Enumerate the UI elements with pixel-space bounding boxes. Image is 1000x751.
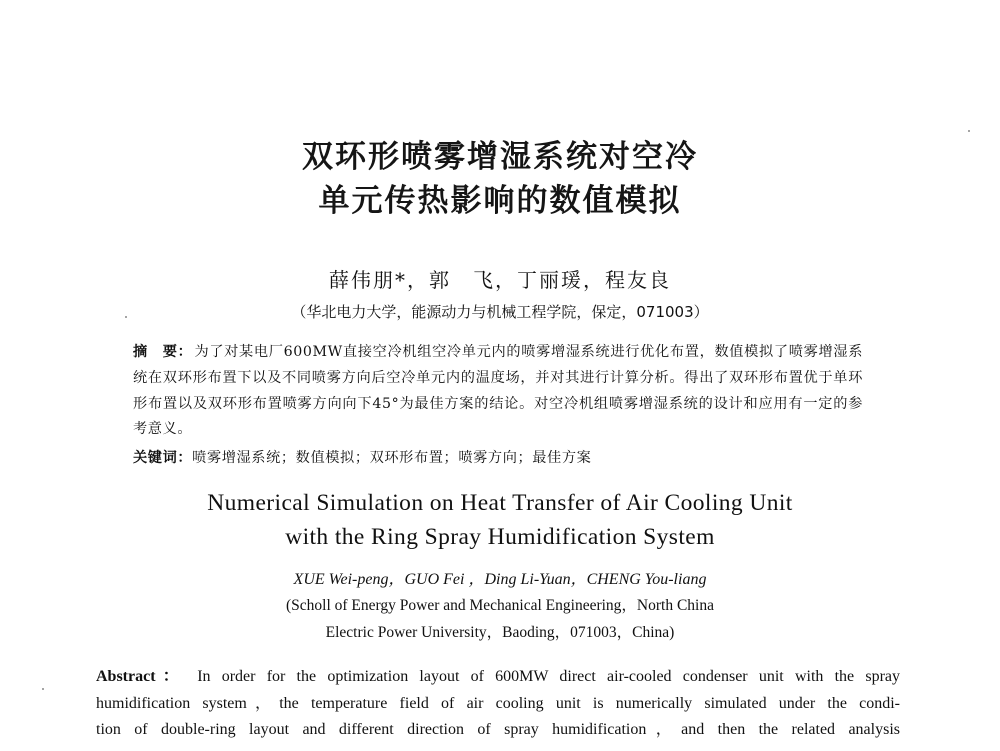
english-affiliation-line-2: Electric Power University，Baoding，071003，China): [325, 624, 675, 641]
chinese-keywords-label: 关键词：: [133, 450, 193, 466]
chinese-authors: 薛伟朋*，郭 飞，丁丽瑗，程友良: [329, 268, 671, 292]
english-abstract-line-2: humidification system，the temperature field of air cooling unit is numerically simulated under the condi-: [96, 694, 900, 712]
chinese-abstract-label: 摘 要：: [133, 344, 193, 360]
english-abstract-line-3: tion of double-ring layout and different direction of spray humidification，and then the related analysis: [96, 721, 900, 738]
scan-speck: [968, 130, 970, 132]
chinese-title-line-1: 双环形喷雾增湿系统对空冷: [302, 139, 698, 175]
chinese-abstract-text: 为了对某电厂600MW直接空冷机组空冷单元内的喷雾增湿系统进行优化布置，数值模拟了喷雾增湿系统在双环形布置下以及不同喷雾方向后空冷单元内的温度场，并对其进行计算分析。得出了双环形布置优于单环形布置以及双环形布置喷雾方向向下45°为最佳方案的结论。对空冷机组喷雾增湿系统的设计和应用有一定的参考意义。: [133, 344, 863, 438]
english-abstract-label: Abstract：: [96, 668, 186, 685]
scan-speck: [42, 688, 44, 690]
english-title-line-2: with the Ring Spray Humidification System: [285, 524, 715, 550]
chinese-keywords-text: 喷雾增湿系统；数值模拟；双环形布置；喷雾方向；最佳方案: [192, 450, 592, 466]
chinese-title-line-2: 单元传热影响的数值模拟: [318, 183, 682, 219]
chinese-abstract: [133, 340, 863, 443]
english-affiliation-line-1: (Scholl of Energy Power and Mechanical Engineering，North China: [285, 597, 714, 614]
english-authors: XUE Wei-peng，GUO Fei ，Ding Li-Yuan，CHENG You-liang: [293, 571, 707, 588]
chinese-keywords: [133, 447, 863, 467]
english-abstract-line-1: [96, 664, 900, 691]
chinese-affiliation: （华北电力大学，能源动力与机械工程学院，保定，071003）: [291, 303, 709, 321]
english-abstract: [96, 664, 900, 744]
english-title-line-1: Numerical Simulation on Heat Transfer of Air Cooling Unit: [207, 490, 793, 516]
scan-speck: [125, 316, 127, 318]
english-abstract-text-1: In order for the optimization layout of 600MW direct air-cooled condenser unit with the spray: [197, 668, 901, 685]
